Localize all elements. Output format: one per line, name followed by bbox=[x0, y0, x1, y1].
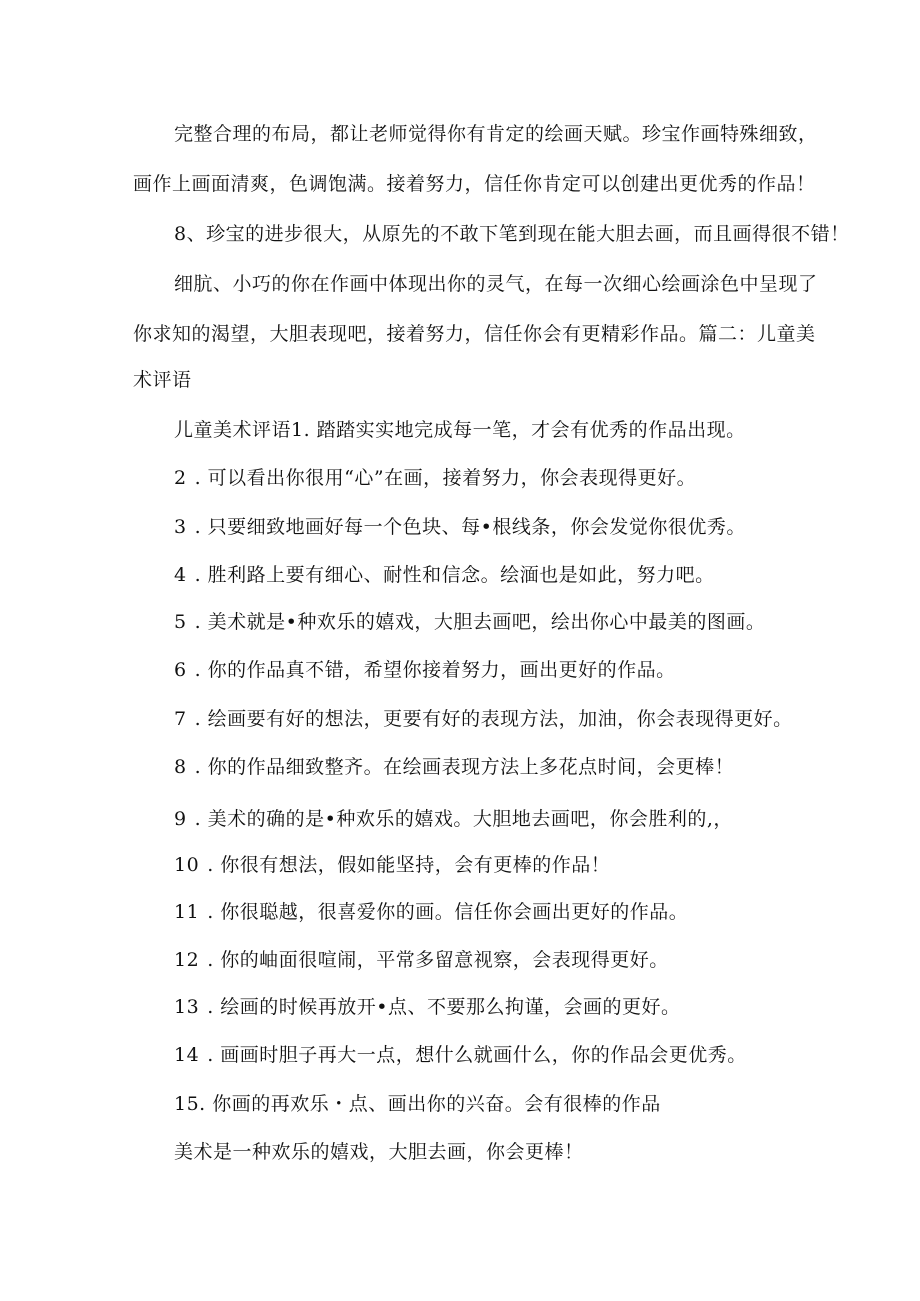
list-item-text: . 美术的确的是•种欢乐的嬉戏。大胆地去画吧，你会胜利的,， bbox=[194, 808, 733, 830]
list-item bbox=[174, 566, 715, 585]
list-item-text: . 只要细致地画好每一个色块、每•根线条，你会发觉你很优秀。 bbox=[194, 516, 746, 538]
list-item-text: . 你很有想法，假如能坚持，会有更棒的作品！ bbox=[207, 854, 611, 876]
paragraph-line: 你求知的渴望，大胆表现吧，接着努力，信任你会有更精彩作品。篇二：儿童美 bbox=[133, 323, 816, 345]
list-item-number: 11 bbox=[174, 901, 200, 923]
list-item-text: . 可以看出你很用“心”在画，接着努力，你会表现得更好。 bbox=[194, 467, 697, 489]
paragraph-line: 画作上画面清爽，色调饱满。接着努力，信任你肯定可以创建出更优秀的作品！ bbox=[133, 173, 816, 195]
list-item-number: 8 bbox=[174, 756, 187, 778]
list-item bbox=[174, 903, 688, 922]
list-item-number: 12 bbox=[174, 949, 200, 971]
list-item-text: . 绘画的时候再放开•点、不要那么拘谨，会画的更好。 bbox=[207, 996, 681, 1018]
list-item bbox=[174, 469, 696, 488]
paragraph-line: 细肮、小巧的你在作画中体现出你的灵气，在每一次细心绘画涂色中呈现了 bbox=[174, 273, 818, 295]
list-item bbox=[174, 661, 676, 680]
list-item-text: . 画画时胆子再大一点，想什么就画什么，你的作品会更优秀。 bbox=[207, 1044, 747, 1066]
list-item-number: 10 bbox=[174, 854, 200, 876]
list-item bbox=[174, 518, 746, 537]
list-item-number: 3 bbox=[174, 516, 187, 538]
paragraph-line: 8、珍宝的进步很大，从原先的不敢下笔到现在能大胆去画，而且画得很不错！ bbox=[174, 223, 850, 245]
list-item: 15. 你画的再欢乐・点、画出你的兴奋。会有很棒的作品 bbox=[174, 1093, 661, 1115]
list-item-number: 4 bbox=[174, 564, 187, 586]
list-item bbox=[174, 856, 610, 875]
list-item bbox=[174, 810, 733, 829]
list-item-number: 2 bbox=[174, 467, 187, 489]
list-item-text: . 你很聪越，很喜爱你的画。信任你会画出更好的作品。 bbox=[207, 901, 689, 923]
list-item bbox=[174, 1046, 747, 1065]
list-item-number: 13 bbox=[174, 996, 200, 1018]
list-item bbox=[174, 998, 680, 1017]
list-item-text: . 美术就是•种欢乐的嬉戏，大胆去画吧，绘出你心中最美的图画。 bbox=[194, 611, 766, 633]
intro-line: 儿童美术评语1. 踏踏实实地完成每一笔，才会有优秀的作品出现。 bbox=[174, 419, 746, 441]
paragraph-line: 术评语 bbox=[133, 369, 192, 391]
list-item-number: 6 bbox=[174, 659, 187, 681]
list-item bbox=[174, 951, 669, 970]
list-item bbox=[174, 758, 734, 777]
list-item-number: 7 bbox=[174, 708, 187, 730]
list-item-number: 5 bbox=[174, 611, 187, 633]
list-item-text: . 你的岫面很喧闹，平常多留意视察，会表现得更好。 bbox=[207, 949, 669, 971]
closing-line: 美术是一种欢乐的嬉戏，大胆去画，你会更棒！ bbox=[174, 1141, 584, 1163]
list-item-text: . 你的作品真不错，希望你接着努力，画出更好的作品。 bbox=[194, 659, 676, 681]
list-item bbox=[174, 710, 793, 729]
list-item-number: 9 bbox=[174, 808, 187, 830]
list-item-number: 14 bbox=[174, 1044, 200, 1066]
list-item bbox=[174, 613, 765, 632]
list-item-text: . 胜利路上要有细心、耐性和信念。绘湎也是如此，努力吧。 bbox=[194, 564, 715, 586]
list-item-text: . 你的作品细致整齐。在绘画表现方法上多花点时间，会更棒！ bbox=[194, 756, 735, 778]
paragraph-line: 完整合理的布局，都让老师觉得你有肯定的绘画天赋。珍宝作画特殊细致， bbox=[174, 123, 818, 145]
list-item-text: . 绘画要有好的想法，更要有好的表现方法，加油，你会表现得更好。 bbox=[194, 708, 793, 730]
